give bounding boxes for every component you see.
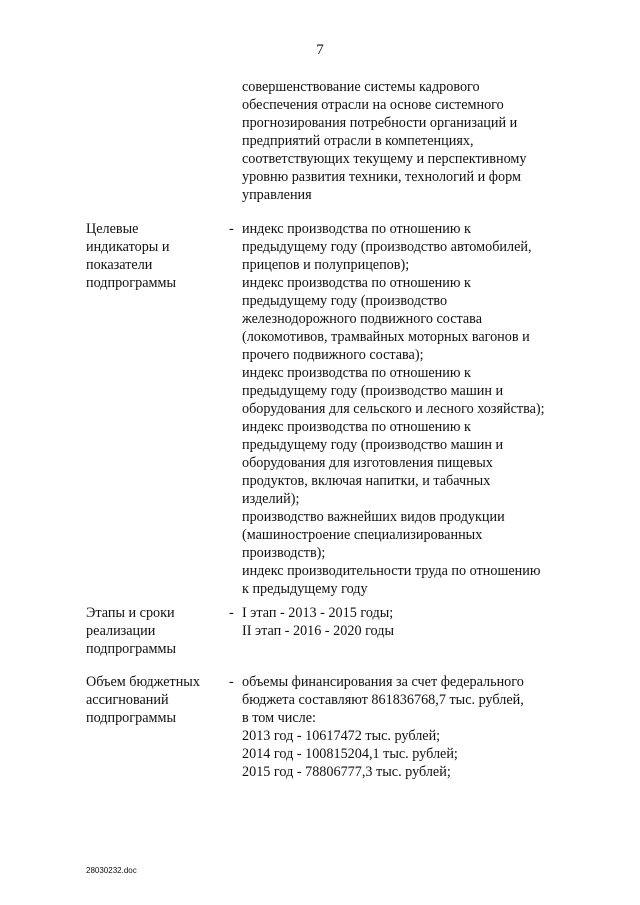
section-label-line: Целевые [86, 221, 139, 237]
section-label-line: подпрограммы [86, 641, 176, 657]
document-filename: 28030232.doc [86, 866, 137, 875]
section-value-line: железнодорожного подвижного состава [242, 311, 482, 327]
section-value-line: к предыдущему году [242, 581, 368, 597]
section-label-line: индикаторы и [86, 239, 170, 255]
section-value-line: бюджета составляют 861836768,7 тыс. рублей, [242, 692, 524, 708]
section-label-line: подпрограммы [86, 710, 176, 726]
section-label-line: подпрограммы [86, 275, 176, 291]
section-dash: - [229, 605, 234, 621]
section-value-line: индекс производства по отношению к [242, 221, 471, 237]
intro-line: предприятий отрасли в компетенциях, [242, 133, 474, 149]
section-value-line: индекс производительности труда по отношению [242, 563, 541, 579]
section-value-line: 2013 год - 10617472 тыс. рублей; [242, 728, 441, 744]
section-value-line: предыдущему году (производство автомобилей, [242, 239, 532, 255]
section-value-line: производств); [242, 545, 326, 561]
section-value-line: в том числе: [242, 710, 316, 726]
section-dash: - [229, 674, 234, 690]
section-label-line: ассигнований [86, 692, 169, 708]
section-value-line: оборудования для изготовления пищевых [242, 455, 493, 471]
section-value-line: II этап - 2016 - 2020 годы [242, 623, 394, 639]
section-value-line: предыдущему году (производство машин и [242, 437, 504, 453]
page-number: 7 [316, 42, 324, 58]
section-value-line: (машиностроение специализированных [242, 527, 483, 543]
intro-line: обеспечения отрасли на основе системного [242, 97, 504, 113]
section-label-line: реализации [86, 623, 156, 639]
section-value-line: индекс производства по отношению к [242, 275, 471, 291]
intro-line: прогнозирования потребности организаций и [242, 115, 518, 131]
section-value-line: индекс производства по отношению к [242, 419, 471, 435]
section-value-line: оборудования для сельского и лесного хозяйства); [242, 401, 545, 417]
section-label-line: Объем бюджетных [86, 674, 200, 690]
section-label-line: показатели [86, 257, 153, 273]
section-label-line: Этапы и сроки [86, 605, 175, 621]
section-dash: - [229, 221, 234, 237]
section-value-line: (локомотивов, трамвайных моторных вагонов и [242, 329, 530, 345]
section-value-line: прицепов и полуприцепов); [242, 257, 410, 273]
intro-line: соответствующих текущему и перспективному [242, 151, 527, 167]
section-value-line: индекс производства по отношению к [242, 365, 471, 381]
section-value-line: 2014 год - 100815204,1 тыс. рублей; [242, 746, 458, 762]
section-value-line: производство важнейших видов продукции [242, 509, 505, 525]
section-value-line: предыдущему году (производство [242, 293, 448, 309]
section-value-line: I этап - 2013 - 2015 годы; [242, 605, 394, 621]
intro-line: уровню развития техники, технологий и форм [242, 169, 521, 185]
section-value-line: продуктов, включая напитки, и табачных [242, 473, 491, 489]
section-value-line: прочего подвижного состава); [242, 347, 424, 363]
intro-line: управления [242, 187, 312, 203]
section-value-line: изделий); [242, 491, 300, 507]
section-value-line: 2015 год - 78806777,3 тыс. рублей; [242, 764, 451, 780]
section-value-line: объемы финансирования за счет федерального [242, 674, 524, 690]
section-value-line: предыдущему году (производство машин и [242, 383, 504, 399]
intro-line: совершенствование системы кадрового [242, 79, 480, 95]
